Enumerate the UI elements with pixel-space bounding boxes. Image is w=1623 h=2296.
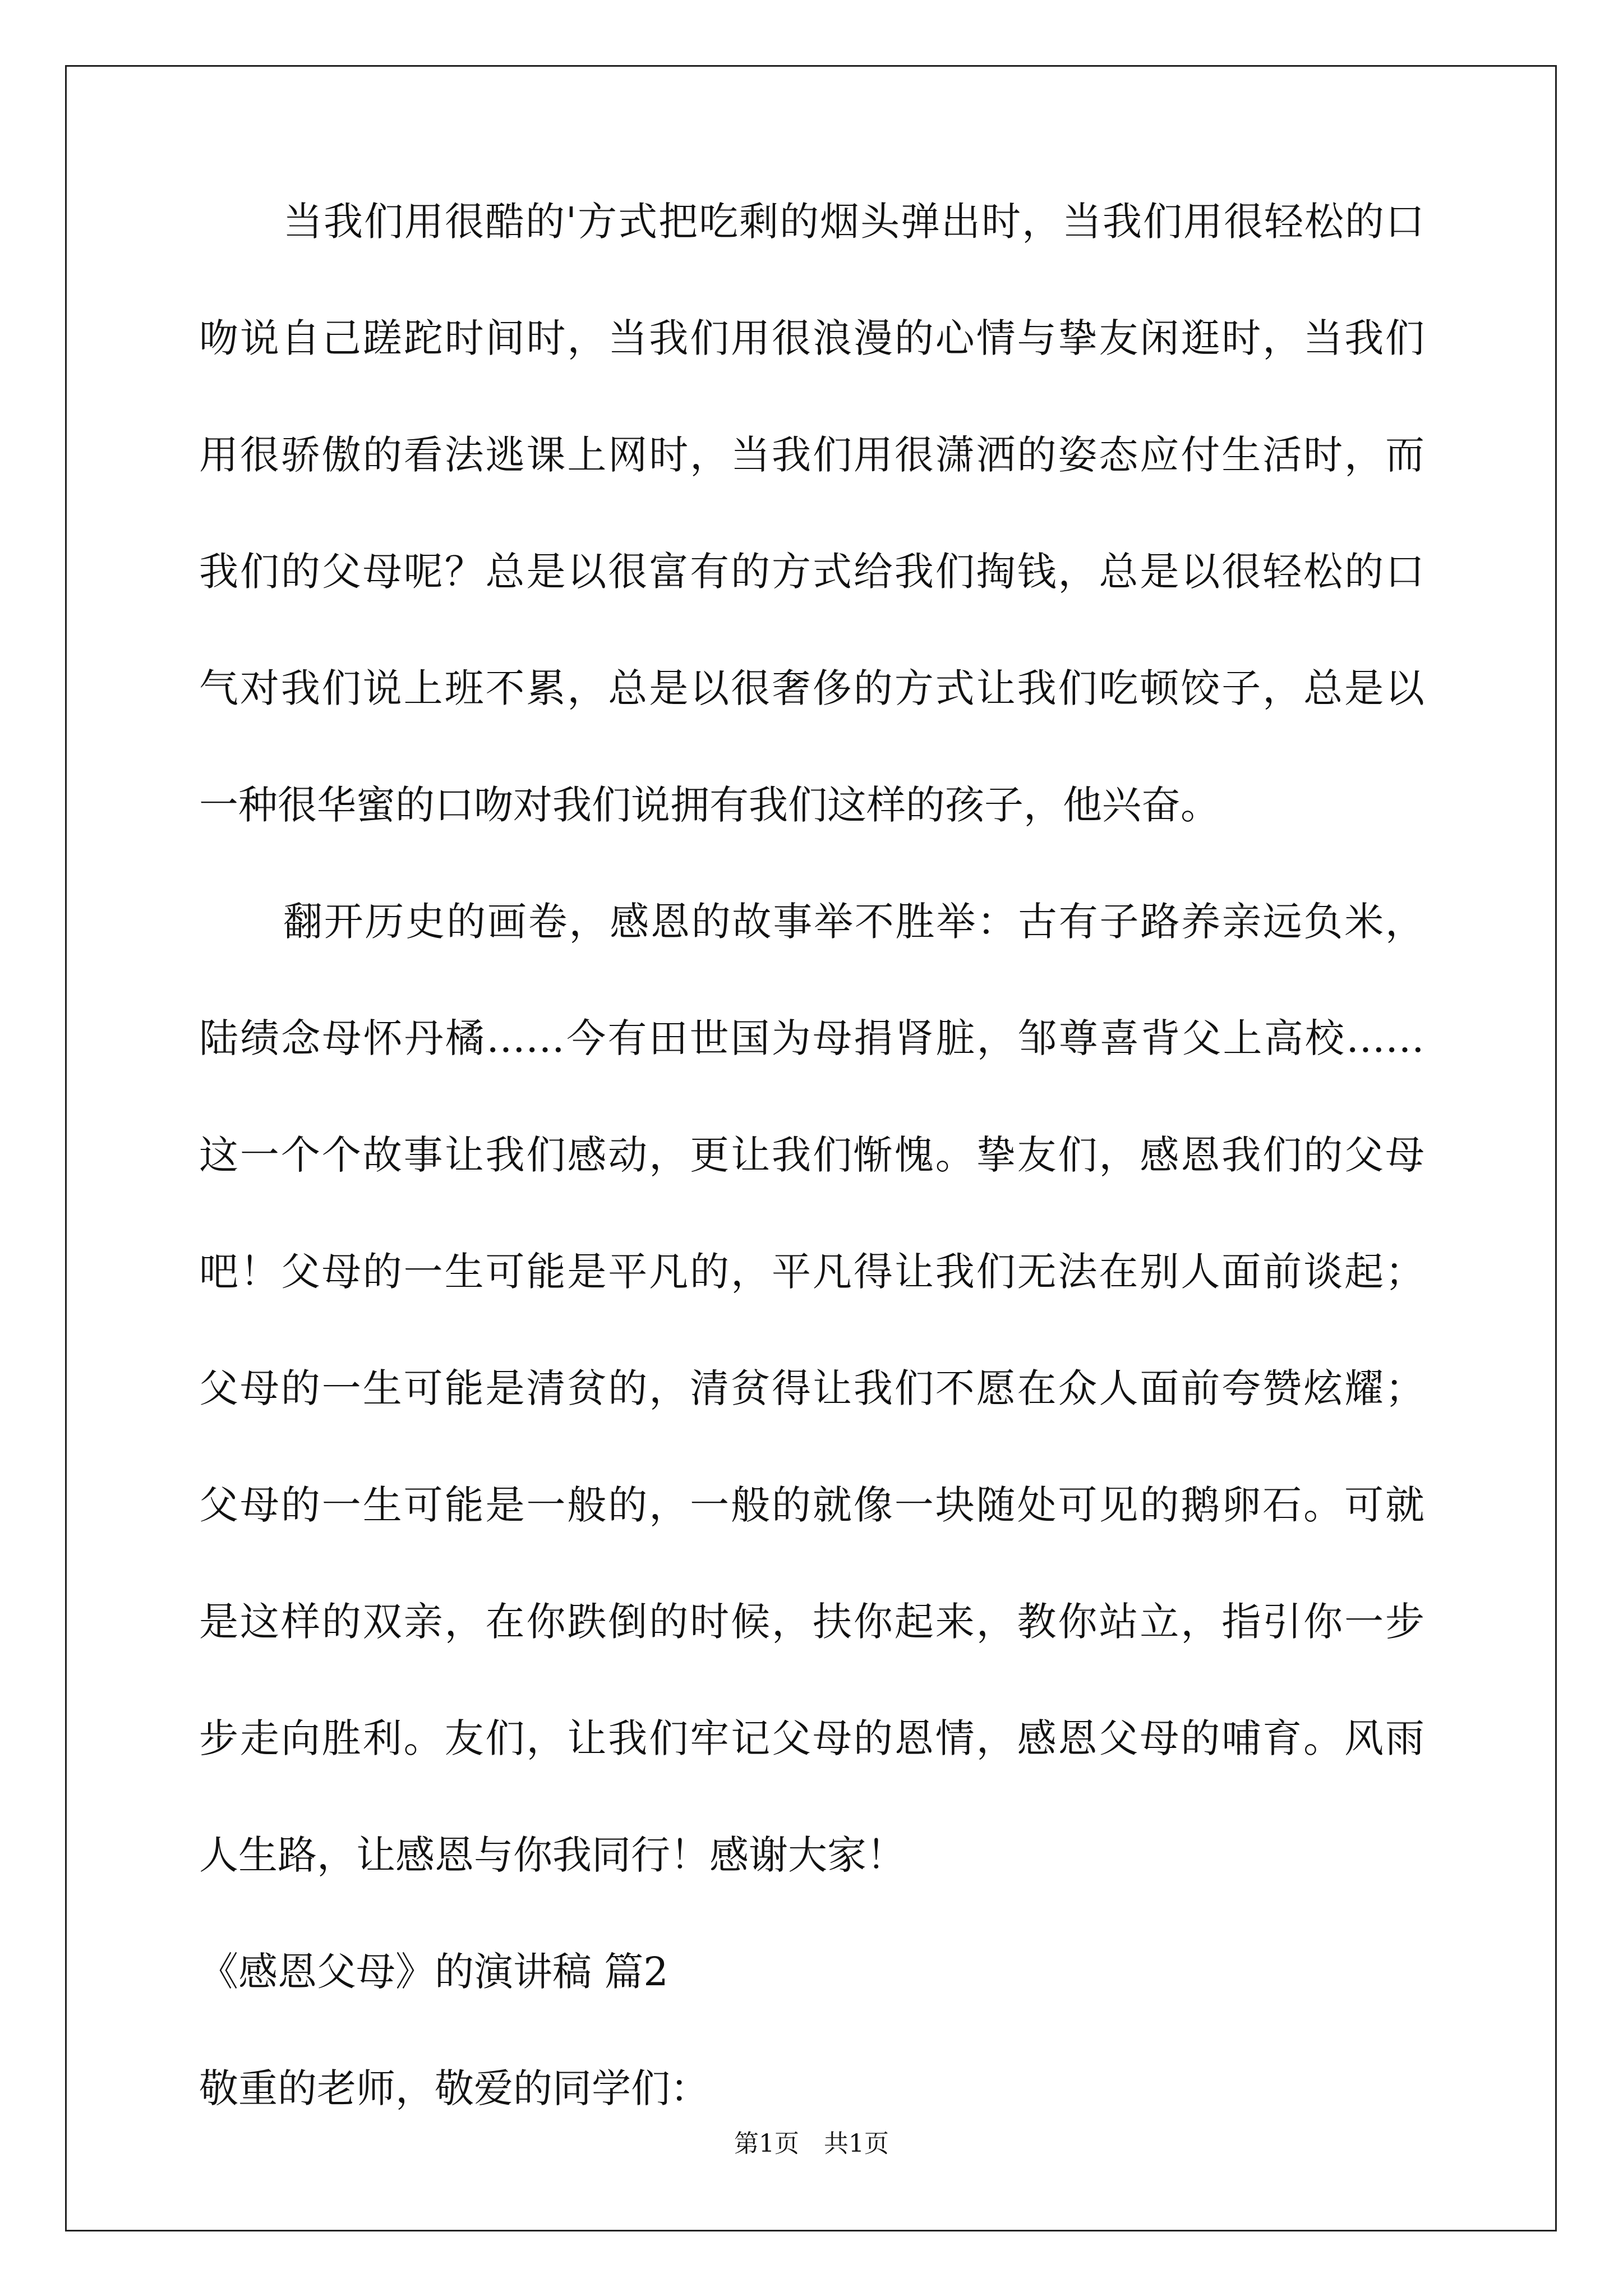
text-line: 父母的一生可能是清贫的，清贫得让我们不愿在众人面前夸赞炫耀； <box>199 1365 1424 1411</box>
paragraph-2 <box>199 899 1424 1878</box>
section-heading: 《感恩父母》的演讲稿 篇2 <box>199 1949 668 1995</box>
text-line: 陆绩念母怀丹橘……今有田世国为母捐肾脏，邹尊喜背父上高校…… <box>199 1015 1424 1061</box>
paragraph-1 <box>199 199 1424 828</box>
document-body <box>199 199 1424 2185</box>
text-line: 步走向胜利。友们，让我们牢记父母的恩情，感恩父母的哺育。风雨 <box>199 1715 1424 1761</box>
page-footer: 第1页 共1页 <box>734 2129 889 2158</box>
text-line: 当我们用很酷的'方式把吃剩的烟头弹出时，当我们用很轻松的口 <box>283 199 1424 245</box>
text-line: 父母的一生可能是一般的，一般的就像一块随处可见的鹅卵石。可就 <box>199 1482 1424 1528</box>
text-line: 这一个个故事让我们感动，更让我们惭愧。挚友们，感恩我们的父母 <box>199 1132 1424 1178</box>
text-line: 吧！父母的一生可能是平凡的，平凡得让我们无法在别人面前谈起； <box>199 1249 1424 1295</box>
salutation: 敬重的老师，敬爱的同学们： <box>199 2065 709 2111</box>
text-line: 气对我们说上班不累，总是以很奢侈的方式让我们吃顿饺子，总是以 <box>199 665 1424 711</box>
text-line: 用很骄傲的看法逃课上网时，当我们用很潇洒的姿态应付生活时，而 <box>199 432 1424 478</box>
text-line: 是这样的双亲，在你跌倒的时候，扶你起来，教你站立，指引你一步 <box>199 1599 1424 1645</box>
text-line: 一种很华蜜的口吻对我们说拥有我们这样的孩子，他兴奋。 <box>199 782 1220 828</box>
text-line: 人生路，让感恩与你我同行！感谢大家！ <box>199 1832 906 1878</box>
text-line: 我们的父母呢？总是以很富有的方式给我们掏钱，总是以很轻松的口 <box>199 549 1424 595</box>
text-line: 吻说自己蹉跎时间时，当我们用很浪漫的心情与挚友闲逛时，当我们 <box>199 315 1424 361</box>
text-line: 翻开历史的画卷，感恩的故事举不胜举：古有子路养亲远负米， <box>283 899 1424 945</box>
